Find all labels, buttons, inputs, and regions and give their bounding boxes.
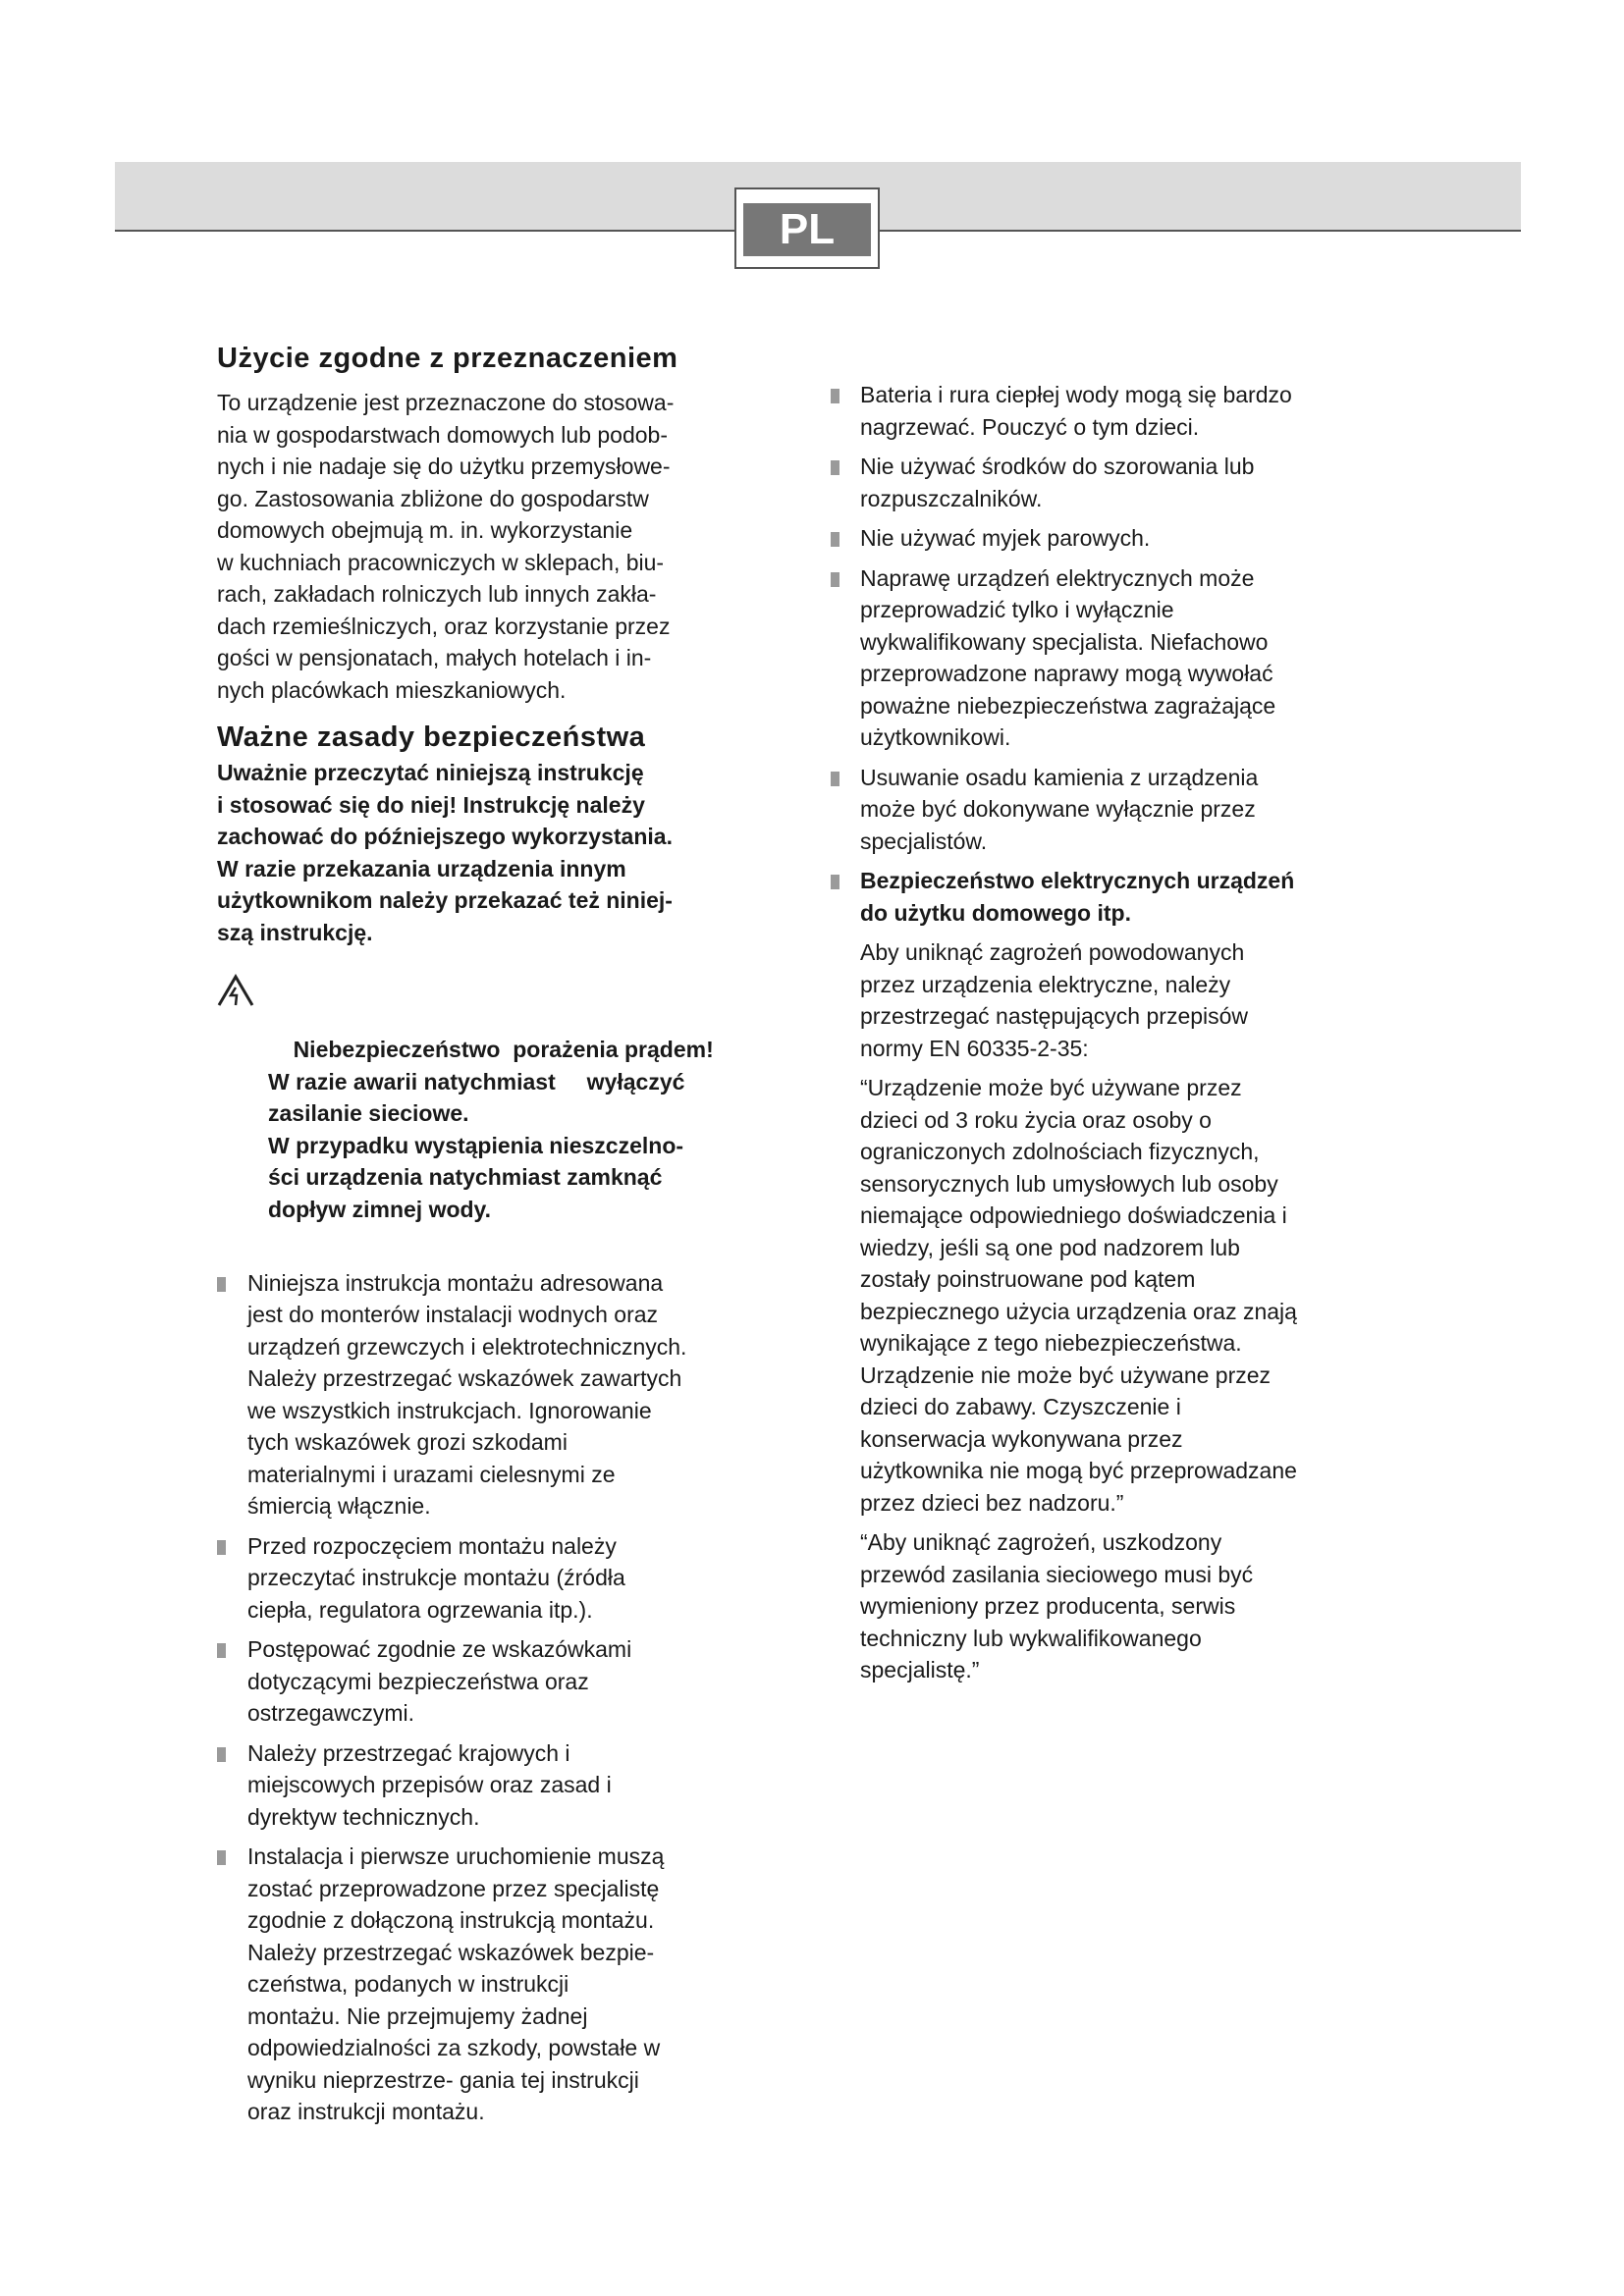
warning-triangle-icon — [217, 974, 254, 1007]
bullet-icon — [831, 460, 839, 475]
left-column — [217, 339, 806, 2136]
bullet-icon — [831, 875, 839, 889]
norm-quote-power-cord: “Aby uniknąć zagrożeń, uszkodzony przewód zasilania sieciowego musi być wymieniony przez producenta, serwis techniczny lub wykwalifikowanego specjalistę.” — [860, 1529, 1254, 1682]
list-item-text: Usuwanie osadu kamienia z urządzenia może być dokonywane wyłącznie przez specjalistów. — [860, 764, 1259, 854]
list-item-text: Niniejsza instrukcja montażu adresowana jest do monterów instalacji wodnych oraz urządzeń grzewczych i elektrotechnicznych. Należy przestrzegać wskazówek zawartych we wszystkich instrukcjach. Ignorowanie tych wskazówek grozi szkodami materialnymi i urazami cielesnymi ze śmiercią włącznie. — [247, 1269, 687, 1519]
warning-text: Niebezpieczeństwo porażenia prądem! W razie awarii natychmiast wyłączyć zasilanie sieciowe. W przypadku wystąpienia nieszczelno- ści urządzenia natychmiast zamknąć dopływ zimnej wody. — [268, 1037, 714, 1222]
bullet-icon — [217, 1747, 226, 1762]
list-item — [217, 1633, 806, 1730]
list-item-text: Postępować zgodnie ze wskazówkami dotyczącymi bezpieczeństwa oraz ostrzegawczymi. — [247, 1636, 632, 1726]
list-item-text: Instalacja i pierwsze uruchomienie muszą zostać przeprowadzone przez specjalistę zgodnie z dołączoną instrukcją montażu. Należy przestrzegać wskazówek bezpie- czeństwa, podanych w instrukcji montażu. Nie przejmujemy żadnej odpowiedzialności za szkody, powstałe w wyniku nieprzestrze- gania tej instrukcji oraz instrukcji montażu. — [247, 1843, 665, 2124]
list-item-text: Należy przestrzegać krajowych i miejscowych przepisów oraz zasad i dyrektyw technicznych. — [247, 1739, 612, 1830]
list-item — [831, 562, 1420, 754]
list-item-text: Naprawę urządzeń elektrycznych może przeprowadzić tylko i wyłącznie wykwalifikowany specjalista. Niefachowo przeprowadzone naprawy mogą wywołać poważne niebezpieczeństwa zagrażające użytkownikowi. — [860, 564, 1276, 750]
list-item — [831, 451, 1420, 514]
list-item — [831, 379, 1420, 443]
language-badge — [734, 187, 880, 269]
bullet-icon — [217, 1643, 226, 1658]
bullet-icon — [831, 389, 839, 403]
list-item — [831, 762, 1420, 858]
list-item — [831, 522, 1420, 555]
bullet-icon — [831, 572, 839, 587]
list-item-text: Bezpieczeństwo elektrycznych urządzeń do użytku domowego itp. — [860, 868, 1295, 926]
norm-quote-children: “Urządzenie może być używane przez dzieci od 3 roku życia oraz osoby o ograniczonych zdolnościach fizycznych, sensorycznych lub umysłowych lub osoby niemające odpowiedniego doświadczenia i wiedzy, jeśli są one pod nadzorem lub zostały poinstruowane pod kątem bezpiecznego użycia urządzenia oraz znają wynikające z tego niebezpieczeństwa. Urządzenie nie może być używane przez dzieci do zabawy. Czyszczenie i konserwacja wykonywana przez użytkownika nie mogą być przeprowadzane przez dzieci bez nadzoru.” — [860, 1075, 1297, 1516]
bullet-icon — [831, 532, 839, 547]
right-column — [831, 379, 1420, 1694]
list-item-text: Nie używać myjek parowych. — [860, 525, 1151, 551]
norm-paragraph: Aby uniknąć zagrożeń powodowanych przez urządzenia elektryczne, należy przestrzegać następujących przepisów normy EN 60335-2-35: — [860, 939, 1249, 1061]
intended-use-paragraph: To urządzenie jest przeznaczone do stosowa- nia w gospodarstwach domowych lub podob- nych i nie nadaje się do użytku przemysłowe- go. Zastosowania zbliżone do gospodarstw domowych obejmują m. in. wykorzystanie w kuchniach pracowniczych w sklepach, biu- rach, zakładach rolniczych lub innych zakła- dach rzemieślniczych, oraz korzystanie przez gości w pensjonatach, małych hotelach i in- nych placówkach mieszkaniowych. — [217, 390, 675, 703]
list-item-text: Bateria i rura ciepłej wody mogą się bardzo nagrzewać. Pouczyć o tym dzieci. — [860, 382, 1292, 440]
list-item-text: Przed rozpoczęciem montażu należy przeczytać instrukcje montażu (źródła ciepła, regulatora ogrzewania itp.). — [247, 1532, 625, 1623]
list-item-electrical-safety — [831, 865, 1420, 929]
list-item — [217, 1737, 806, 1834]
language-code: PL — [743, 203, 871, 256]
section-heading-safety: Ważne zasady bezpieczeństwa — [217, 721, 646, 753]
bullet-icon — [217, 1540, 226, 1555]
list-item — [217, 1841, 806, 2128]
section-heading-intended-use: Użycie zgodne z przeznaczeniem — [217, 343, 678, 374]
bullet-icon — [217, 1277, 226, 1292]
list-item-text: Nie używać środków do szorowania lub rozpuszczalników. — [860, 454, 1255, 511]
bullet-icon — [831, 772, 839, 786]
list-item — [217, 1267, 806, 1522]
electric-shock-warning — [217, 970, 806, 1257]
list-item — [217, 1530, 806, 1627]
safety-intro-paragraph: Uważnie przeczytać niniejszą instrukcję i stosować się do niej! Instrukcję należy zachować do późniejszego wykorzystania. W razie przekazania urządzenia innym użytkownikom należy przekazać też niniej- szą instrukcję. — [217, 760, 673, 945]
bullet-icon — [217, 1850, 226, 1865]
